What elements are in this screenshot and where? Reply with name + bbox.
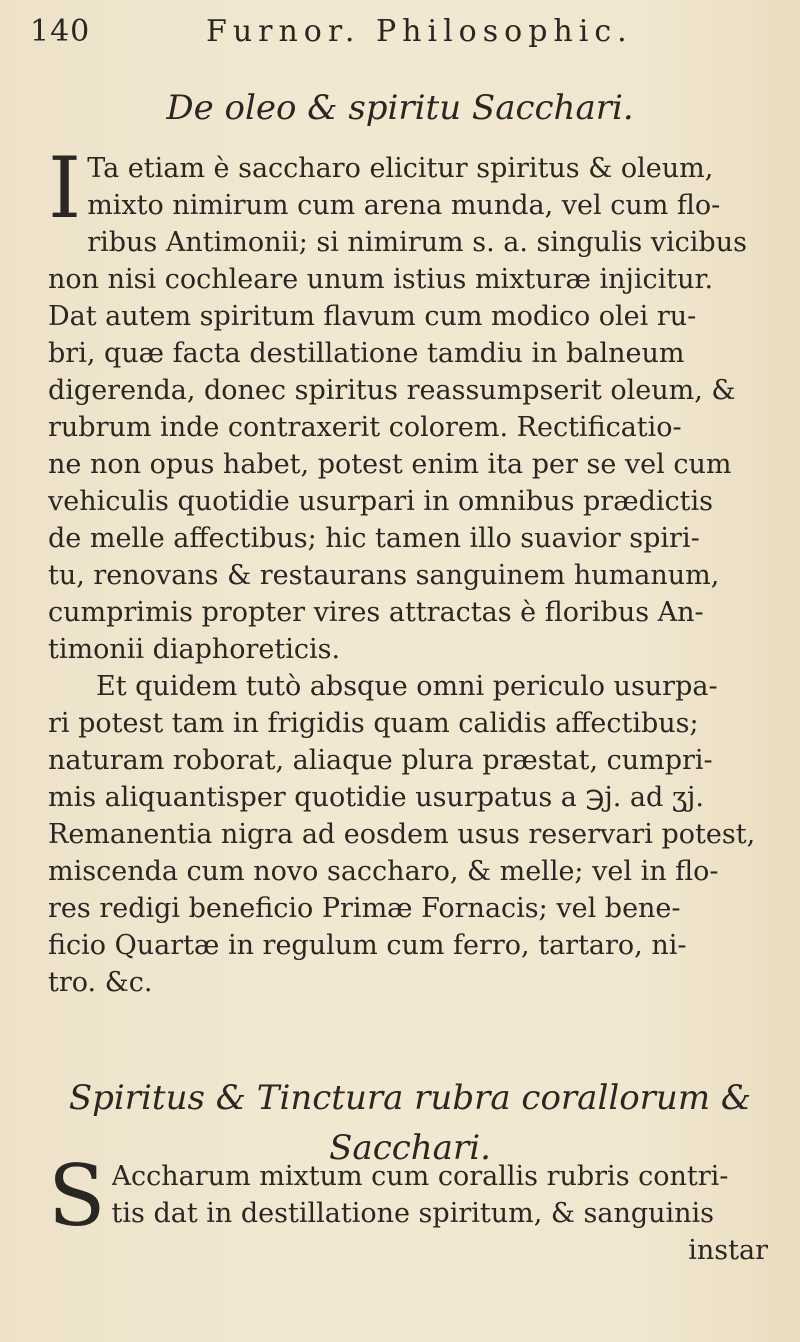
page-header [30,14,790,58]
text-line: ribus Antimonii; si nimirum s. a. singulis vicibus [87,227,747,258]
text-line: ri potest tam in frigidis quam calidis affectibus; [48,708,699,739]
text-line: tro. &c. [48,967,153,998]
text-line: mixto nimirum cum arena munda, vel cum flo- [87,190,721,221]
text-line: ficio Quartæ in regulum cum ferro, tartaro, ni- [48,930,687,961]
text-line: ne non opus habet, potest enim ita per se vel cum [48,449,732,480]
text-line: vehiculis quotidie usurpari in omnibus prædictis [48,486,713,517]
text-line: digerenda, donec spiritus reassumpserit oleum, & [48,375,736,406]
text-line: Et quidem tutò absque omni periculo usurpa- [96,671,718,702]
section-title-oleo-spiritu: De oleo & spiritu Sacchari. [166,88,634,128]
text-line: timonii diaphoreticis. [48,634,341,665]
section-title-spiritus-tinctura-line1: Spiritus & Tinctura rubra corallorum & [68,1078,752,1118]
catchword: instar [688,1235,768,1266]
text-line: Dat autem spiritum flavum cum modico olei ru- [48,301,697,332]
text-line: mis aliquantisper quotidie usurpatus a ℈j. ad ʒj. [48,782,705,813]
text-line: rubrum inde contraxerit colorem. Rectificatio- [48,412,682,443]
section-title-spiritus-tinctura-line2: Sacchari. [329,1128,491,1168]
section-body-oleo-spiritu [48,139,788,1001]
page-number: 140 [30,14,91,49]
drop-cap-initial: S [48,1147,106,1245]
text-line: tis dat in destillatione spiritum, & sanguinis [111,1198,715,1229]
text-line: de melle affectibus; hic tamen illo suavior spiri- [48,523,700,554]
drop-cap-initial: I [48,139,82,237]
text-line: bri, quæ facta destillatione tamdiu in balneum [48,338,685,369]
text-line: naturam roborat, aliaque plura præstat, cumpri- [48,745,713,776]
text-line: Remanentia nigra ad eosdem usus reservari potest, [48,819,756,850]
running-head: Furnor. Philosophic. [206,14,633,49]
text-line: Accharum mixtum cum corallis rubris contri- [111,1161,729,1192]
text-line: tu, renovans & restaurans sanguinem humanum, [48,560,720,591]
text-line: Ta etiam è saccharo elicitur spiritus & oleum, [87,153,714,184]
text-line: res redigi beneficio Primæ Fornacis; vel bene- [48,893,681,924]
text-line: miscenda cum novo saccharo, & melle; vel in flo- [48,856,719,887]
text-line: non nisi cochleare unum istius mixturæ injicitur. [48,264,714,295]
text-line: cumprimis propter vires attractas è floribus An- [48,597,704,628]
